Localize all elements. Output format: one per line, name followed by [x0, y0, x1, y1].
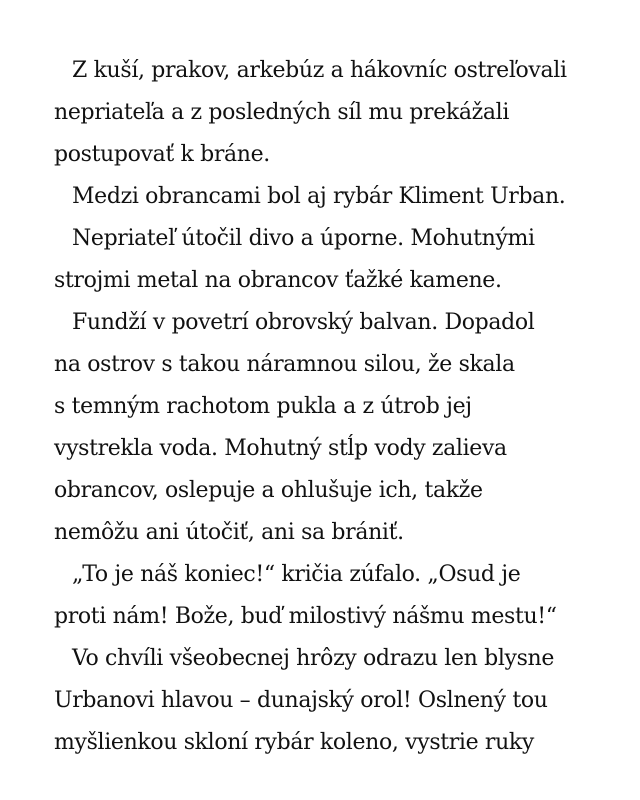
text-line: nepriateľa a z posledných síl mu prekážali	[54, 100, 510, 125]
text-line: „To je náš koniec!“ kričia zúfalo. „Osud je	[72, 562, 521, 587]
text-line: nemôžu ani útočiť, ani sa brániť.	[54, 520, 404, 545]
text-line: na ostrov s takou náramnou silou, že skala	[54, 352, 515, 377]
text-line: myšlienkou skloní rybár koleno, vystrie ruky	[54, 730, 534, 755]
text-line: Urbanovi hlavou – dunajský orol! Oslnený tou	[54, 688, 548, 713]
text-line: strojmi metal na obrancov ťažké kamene.	[54, 268, 502, 293]
text-line: Vo chvíli všeobecnej hrôzy odrazu len blysne	[72, 646, 555, 671]
text-line: postupovať k bráne.	[54, 142, 270, 167]
text-line: vystrekla voda. Mohutný stĺp vody zalieva	[54, 436, 507, 461]
text-line: Medzi obrancami bol aj rybár Kliment Urban.	[72, 184, 566, 209]
text-line: obrancov, oslepuje a ohlušuje ich, takže	[54, 478, 483, 503]
text-line: Nepriateľ útočil divo a úporne. Mohutnými	[72, 226, 535, 251]
text-line: Z kuší, prakov, arkebúz a hákovníc ostreľovali	[72, 58, 567, 83]
text-line: s temným rachotom pukla a z útrob jej	[54, 394, 472, 419]
text-line: proti nám! Bože, buď milostivý nášmu mestu!“	[54, 604, 557, 629]
text-line: Fundží v povetrí obrovský balvan. Dopadol	[72, 310, 535, 335]
